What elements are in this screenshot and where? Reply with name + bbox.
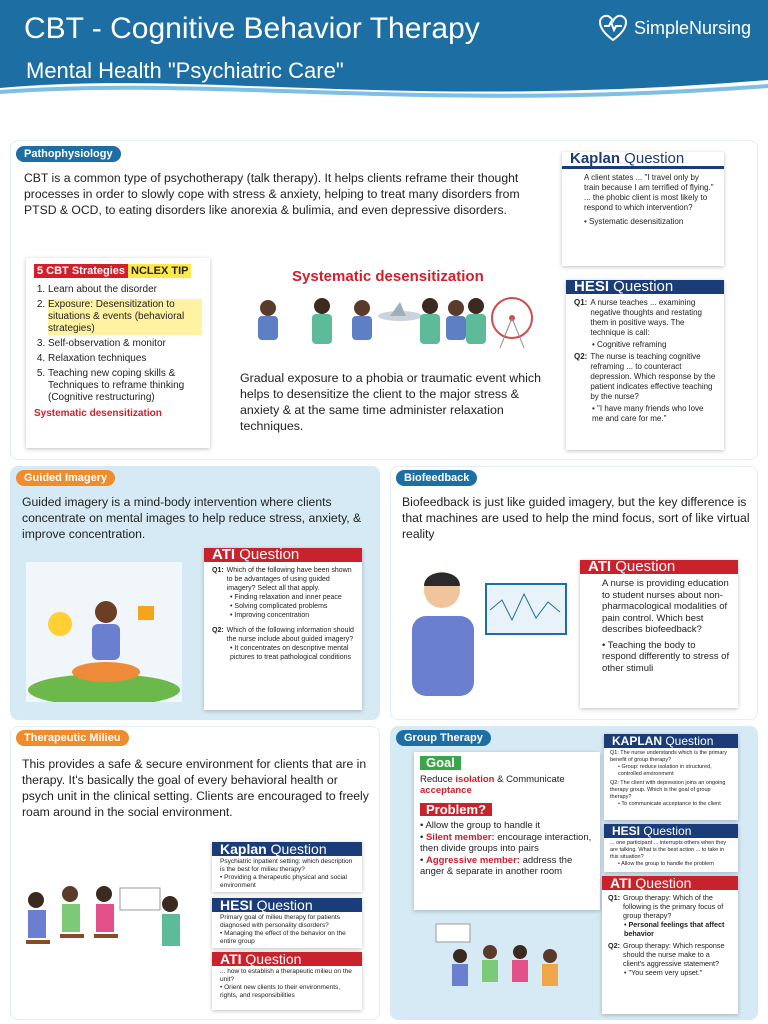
person-figure-icon [446, 300, 466, 340]
hesi-q: Primary goal of milieu therapy for patients diagnosed with personality disorders? [220, 914, 340, 929]
strategy-item: 1. Learn about the disorder [48, 284, 202, 296]
heart-logo-icon [598, 14, 628, 42]
guided-imagery-tag: Guided Imagery [16, 470, 115, 486]
problem-label: Problem? [420, 803, 492, 817]
kaplan-question-card [562, 152, 724, 266]
ati-question-card [580, 560, 738, 708]
smile-emoji-icon [48, 612, 72, 636]
ati-question-header: ATI Question [212, 952, 362, 966]
kaplan-q2: Q2: The client with depression joins an ongoing therapy group. Which is the goal of group therapy? [610, 780, 726, 800]
milieu-illustration [20, 870, 190, 1000]
strategies-card [26, 258, 210, 448]
sysdes-title: Systematic desensitization [292, 268, 484, 285]
person-figure-icon [512, 945, 528, 982]
person-figure-icon [542, 949, 558, 986]
ati-a2: "You seem very upset." [628, 968, 703, 977]
hesi-question-card: HESI Question Q1: A nurse teaches ... examining negative thoughts and restating them in positive ways. The technique is call: • Cognitive reframing Q2: The nurse is teaching cognitive reframing ... to counteract depression. Which response by the patient indicates effective teaching by the nurse? • "I have many friends who love me and care for me." [566, 280, 724, 450]
page-subtitle: Mental Health "Psychiatric Care" [26, 58, 344, 83]
ati-question-header: ATI Question [580, 560, 738, 574]
person-figure-icon [452, 949, 468, 986]
hesi-q1: A nurse teaches ... examining negative thoughts and restating them in positive ways. The technique is call: [590, 298, 702, 337]
person-figure-icon [60, 886, 84, 938]
ati-q: A nurse is providing education to student nurses about non-pharmacological modalities of pain control. Which best describes biofeedback? [602, 578, 729, 635]
ati-a: • Orient new clients to their environments, rights, and responsibilities [220, 984, 341, 999]
patho-text: CBT is a common type of psychotherapy (talk therapy). It helps clients reframe their thought processes in order to slowly cope with stress & anxiety, helping to treat many disorders from PTSD & OCD, to eating disorders like anorexia & bulimia, and even depressive disorders. [24, 171, 520, 217]
kaplan-a1: • Group: reduce isolation in structured, controlled environment [618, 764, 712, 777]
hesi-question-header: HESI Question [604, 824, 738, 838]
monitor-icon [486, 584, 566, 634]
biofeedback-text: Biofeedback is just like guided imagery, but the key difference is that machines are used to help the mind focus, sort of like virtual reality [402, 495, 750, 541]
ati-a2: It concentrates on descriptive mental pictures to treat pathological conditions [230, 645, 352, 661]
kaplan-a: • Providing a therapeutic physical and social environment [220, 874, 347, 889]
hesi-question-card [604, 824, 738, 872]
hesi-question-card [212, 898, 362, 948]
sysdes-illustration [250, 290, 540, 352]
whiteboard-icon [436, 924, 470, 942]
nurse-figure-icon [312, 298, 332, 344]
ati-question-header: ATI Question [602, 876, 738, 890]
airplane-icon [378, 302, 422, 321]
whiteboard-icon [120, 888, 160, 910]
ati-question-header: ATI Question [204, 548, 362, 562]
problem-item: • Allow the group to handle it [420, 820, 541, 831]
ati-question-card: ATI Question Q1: Group therapy: Which of the following is the primary focus of group therapy? • Personal feelings that affect behavior Q2: Group therapy: Which response should the nurse make to a client's aggressive statement? • "You seem very upset." [602, 876, 738, 1014]
strategies-list [34, 284, 202, 404]
milieu-tag: Therapeutic Milieu [16, 730, 129, 746]
ati-q1: Which of the following have been shown to be advantages of using guided imagery? Select all that apply. [226, 567, 352, 592]
person-head-icon [95, 601, 117, 623]
ati-a1-item: Finding relaxation and inner peace [234, 594, 342, 601]
strategy-item: 4. Relaxation techniques [48, 353, 202, 365]
sysdes-text: Gradual exposure to a phobia or traumatic event which helps to desensitize the client to the major stress & anxiety & at the same time administer relaxation techniques. [240, 371, 541, 433]
strategy-item: 3. Self-observation & monitor [48, 338, 202, 350]
kaplan-question-header: Kaplan Question [562, 152, 724, 169]
person-figure-icon [352, 300, 372, 340]
kaplan-a2: • To communicate acceptance to the client [618, 801, 721, 807]
strategies-footer: Systematic desensitization [34, 408, 162, 419]
ati-a1-item: Improving concentration [234, 612, 310, 619]
header-banner [0, 0, 768, 118]
nurse-figure-icon [162, 896, 180, 946]
ati-a1-item: Solving complicated problems [234, 603, 328, 610]
strategy-item: 5. Teaching new coping skills & Techniques to reframe thinking (Cognitive restructuring) [48, 368, 202, 404]
hesi-a1: Cognitive reframing [597, 340, 667, 349]
strategies-title: 5 CBT Strategies [34, 264, 128, 278]
group-info-card [414, 752, 600, 910]
page-title: CBT - Cognitive Behavior Therapy [24, 12, 480, 45]
kaplan-question-header: Kaplan Question [212, 842, 362, 856]
kaplan-q1: Q1: The nurse understands which is the primary benefit of group therapy? [610, 750, 727, 763]
ati-question-card [212, 952, 362, 1010]
person-figure-icon [258, 300, 278, 340]
group-therapy-tag: Group Therapy [396, 730, 491, 746]
hesi-a2: "I have many friends who love me and care for me." [592, 404, 704, 423]
hesi-q2: The nurse is teaching cognitive reframing ... to counteract depression. Which response by the patient indicates effective teaching by the nurse? [590, 352, 716, 401]
kaplan-answer: • Systematic desensitization [584, 217, 684, 226]
ati-a1: Personal feelings that affect behavior [624, 920, 725, 938]
meditation-illustration [26, 562, 182, 702]
milieu-text: This provides a safe & secure environment for clients that are in therapy. It's basically the goal of every behavioral health or psych unit in the clinical setting. Clients are encouraged to freely roam around in the social environment. [22, 757, 369, 819]
person-figure-icon [26, 892, 50, 944]
ati-q2: Which of the following information should the nurse include about guided imagery? [226, 627, 354, 643]
problem-item: • Aggressive member: address the anger & separate in another room [420, 854, 573, 877]
kaplan-question-card [604, 734, 738, 820]
ati-q1: Group therapy: Which of the following is the primary focus of group therapy? [622, 893, 724, 920]
strategy-item: 2. Exposure: Desensitization to situations & events (behavioral strategies) [48, 299, 202, 335]
patho-tag: Pathophysiology [16, 146, 121, 162]
ferris-wheel-icon [492, 298, 532, 348]
biofeedback-tag: Biofeedback [396, 470, 477, 486]
brand-logo[interactable] [598, 14, 751, 42]
group-illustration [430, 920, 580, 1004]
kaplan-question-text: A client states ... "I travel only by train because I am terrified of flying." ... the phobic client is most likely to respond to which intervention? [584, 173, 714, 212]
kaplan-q: Psychiatric inpatient setting: which description is the best for milieu therapy? [220, 858, 353, 873]
ati-a: • Teaching the body to respond differently to stress of other stimuli [602, 639, 730, 674]
nurse-figure-icon [420, 298, 440, 344]
goal-text: Reduce isolation & Communicate acceptance [420, 773, 565, 796]
hesi-a: • Managing the effect of the behavior on the entire group [220, 930, 346, 945]
ati-q2: Group therapy: Which response should the nurse make to a client's aggressive statement? [622, 941, 725, 968]
nurse-figure-icon [466, 298, 486, 344]
kaplan-question-header: KAPLAN Question [604, 734, 738, 748]
kaplan-question-card [212, 842, 362, 892]
nclex-tip-badge: NCLEX TIP [128, 264, 191, 278]
hesi-question-header: HESI Question [212, 898, 362, 912]
brand-name: SimpleNursing [634, 17, 752, 38]
person-figure-icon [94, 886, 118, 938]
trophy-icon [138, 606, 154, 620]
guided-imagery-text: Guided imagery is a mind-body intervention where clients concentrate on mental images to help reduce stress, anxiety, & improve concentration. [22, 495, 362, 541]
biofeedback-illustration [398, 560, 578, 710]
hesi-a: • Allow the group to handle the problem [618, 861, 714, 867]
person-figure-icon [482, 945, 498, 982]
goal-label: Goal [420, 756, 461, 770]
hesi-question-header: HESI Question [566, 280, 724, 294]
problem-item: • Silent member: encourage interaction, then divide groups into pairs [420, 831, 592, 854]
ati-q: ... how to establish a therapeutic milieu on the unit? [220, 968, 352, 983]
hesi-q: ... one participant ... interrupts others when they are talking. What is the best action ... to take in this situation? [610, 840, 727, 860]
ati-question-card: ATI Question Q1: Which of the following have been shown to be advantages of using guided imagery? Select all that apply. • Finding relaxation and inner peace • Solving complicated problems • Improving concentration Q2: Which of the following information should the nurse include about guided imagery? • It concentrates on descriptive mental pictures to treat pathological conditions [204, 548, 362, 710]
